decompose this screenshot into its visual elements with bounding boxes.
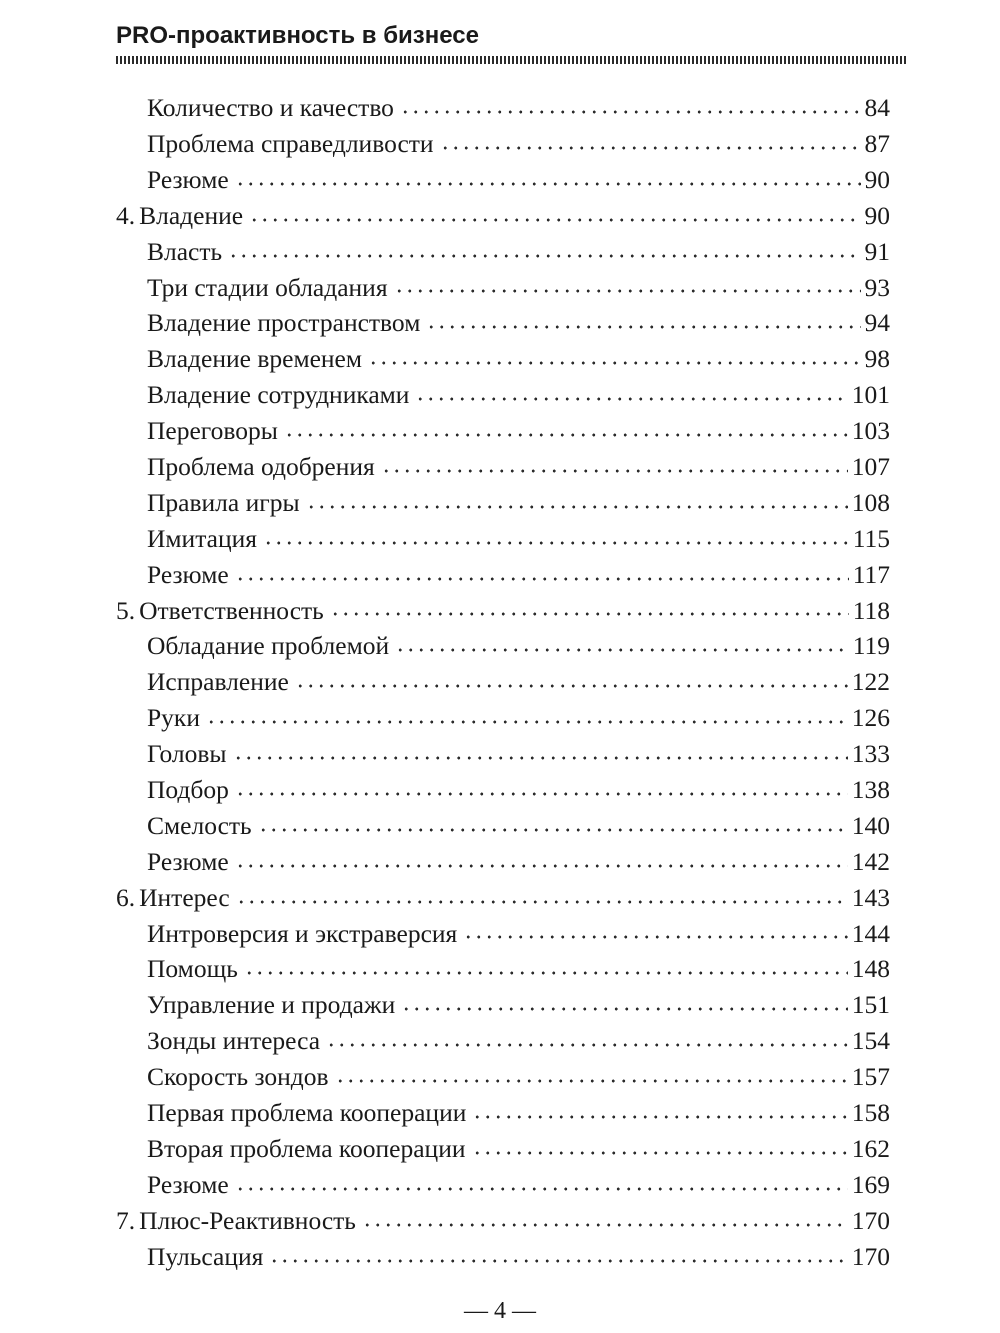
- toc-entry-page: 90: [864, 200, 890, 230]
- toc-entry-title: Пульсация: [147, 1241, 264, 1271]
- dot-leader: [233, 736, 848, 764]
- toc-section-entry: [0, 913, 890, 949]
- toc-entry-title: Имитация: [147, 523, 257, 553]
- dot-leader: [228, 234, 860, 262]
- toc-entry-title: Обладание проблемой: [147, 631, 390, 661]
- dot-leader: [235, 772, 848, 800]
- dot-leader: [235, 557, 849, 585]
- toc-entry-page: 103: [851, 416, 890, 446]
- toc-entry-title: Скорость зондов: [147, 1062, 329, 1092]
- toc-entry-title: Владение пространством: [147, 308, 421, 338]
- toc-section-entry: [0, 1165, 890, 1201]
- toc-entry-page: 148: [851, 954, 890, 984]
- dot-leader: [235, 1167, 848, 1195]
- chapter-number: 7.: [116, 1205, 136, 1235]
- toc-chapter-entry: [0, 196, 890, 232]
- toc-entry-page: 101: [851, 380, 890, 410]
- toc-entry-title: Первая проблема кооперации: [147, 1097, 467, 1127]
- toc-entry-title: Проблема одобрения: [147, 451, 375, 481]
- dot-leader: [263, 521, 849, 549]
- toc-entry-title: Количество и качество: [147, 93, 394, 123]
- toc-entry-title: Резюме: [147, 164, 229, 194]
- toc-entry-page: 138: [851, 774, 890, 804]
- toc-entry-page: 117: [852, 559, 890, 589]
- toc-entry-page: 107: [851, 451, 890, 481]
- toc-entry-title: Резюме: [147, 1169, 229, 1199]
- dot-leader: [306, 485, 848, 513]
- toc-entry-page: 142: [851, 846, 890, 876]
- toc-entry-title: Вторая проблема кооперации: [147, 1133, 466, 1163]
- chapter-number: 6.: [116, 882, 136, 912]
- toc-entry-title: Руки: [147, 703, 200, 733]
- toc-section-entry: [0, 303, 890, 339]
- toc-entry-title: Правила игры: [147, 487, 300, 517]
- dot-leader: [426, 305, 860, 333]
- toc-section-entry: [0, 662, 890, 698]
- toc-entry-title: Три стадии обладания: [147, 272, 388, 302]
- toc-section-entry: [0, 124, 890, 160]
- toc-section-entry: [0, 1237, 890, 1273]
- dot-leader: [206, 700, 848, 728]
- dot-leader: [395, 628, 849, 656]
- toc-entry-page: 91: [864, 236, 890, 266]
- dot-leader: [235, 162, 861, 190]
- toc-entry-page: 90: [864, 164, 890, 194]
- toc-section-entry: [0, 411, 890, 447]
- dot-leader: [258, 808, 848, 836]
- toc-entry-title: Интроверсия и экстраверсия: [147, 918, 458, 948]
- toc-entry-page: 169: [851, 1169, 890, 1199]
- toc-entry-page: 140: [851, 810, 890, 840]
- page-number: — 4 —: [464, 1298, 536, 1324]
- toc-section-entry: [0, 734, 890, 770]
- toc-entry-page: 170: [851, 1205, 890, 1235]
- dot-leader: [249, 198, 860, 226]
- dot-leader: [368, 341, 861, 369]
- toc-chapter-entry: [0, 878, 890, 914]
- dot-leader: [394, 269, 861, 297]
- toc-entry-page: 157: [851, 1062, 890, 1092]
- toc-entry-page: 133: [851, 739, 890, 769]
- toc-entry-page: 84: [864, 93, 890, 123]
- toc-section-entry: [0, 985, 890, 1021]
- chapter-number: 4.: [116, 200, 136, 230]
- toc-entry-title: Исправление: [147, 667, 289, 697]
- toc-entry-page: 93: [864, 272, 890, 302]
- dot-leader: [235, 844, 848, 872]
- toc-entry-title: Смелость: [147, 810, 252, 840]
- toc-entry-page: 122: [851, 667, 890, 697]
- toc-entry-title: Головы: [147, 739, 227, 769]
- table-of-contents: [0, 88, 1000, 1272]
- toc-section-entry: [0, 555, 890, 591]
- dot-leader: [244, 951, 848, 979]
- toc-entry-page: 94: [864, 308, 890, 338]
- toc-entry-page: 143: [851, 882, 890, 912]
- dot-leader: [326, 1023, 848, 1051]
- toc-entry-title: Владение: [139, 200, 244, 230]
- toc-entry-page: 144: [851, 918, 890, 948]
- dot-leader: [236, 880, 848, 908]
- dot-leader: [472, 1095, 847, 1123]
- toc-entry-page: 154: [851, 1026, 890, 1056]
- dot-leader: [401, 987, 847, 1015]
- toc-entry-title: Резюме: [147, 846, 229, 876]
- toc-section-entry: [0, 267, 890, 303]
- toc-entry-title: Плюс-Реактивность: [139, 1205, 356, 1235]
- dot-leader: [415, 377, 847, 405]
- toc-entry-page: 108: [851, 487, 890, 517]
- toc-section-entry: [0, 1129, 890, 1165]
- toc-section-entry: [0, 1021, 890, 1057]
- toc-entry-page: 115: [852, 523, 890, 553]
- dot-leader: [295, 664, 848, 692]
- toc-entry-page: 119: [852, 631, 890, 661]
- dot-leader: [440, 126, 861, 154]
- dot-leader: [330, 592, 849, 620]
- toc-entry-page: 162: [851, 1133, 890, 1163]
- dot-leader: [400, 90, 861, 118]
- chapter-number: 5.: [116, 595, 136, 625]
- toc-entry-title: Зонды интереса: [147, 1026, 321, 1056]
- dot-leader: [472, 1131, 848, 1159]
- toc-chapter-entry: [0, 1201, 890, 1237]
- toc-section-entry: [0, 339, 890, 375]
- toc-entry-title: Помощь: [147, 954, 238, 984]
- toc-section-entry: [0, 483, 890, 519]
- toc-section-entry: [0, 375, 890, 411]
- toc-section-entry: [0, 88, 890, 124]
- toc-entry-page: 170: [851, 1241, 890, 1271]
- toc-entry-title: Владение сотрудниками: [147, 380, 410, 410]
- dot-leader: [335, 1059, 848, 1087]
- toc-section-entry: [0, 842, 890, 878]
- toc-section-entry: [0, 949, 890, 985]
- toc-entry-page: 151: [851, 990, 890, 1020]
- toc-section-entry: [0, 232, 890, 268]
- toc-section-entry: [0, 447, 890, 483]
- toc-entry-title: Владение временем: [147, 344, 362, 374]
- header-rule: [116, 56, 906, 64]
- toc-entry-title: Власть: [147, 236, 223, 266]
- toc-entry-page: 126: [851, 703, 890, 733]
- toc-section-entry: [0, 806, 890, 842]
- toc-entry-title: Резюме: [147, 559, 229, 589]
- toc-section-entry: [0, 770, 890, 806]
- toc-section-entry: [0, 626, 890, 662]
- toc-entry-title: Подбор: [147, 774, 229, 804]
- toc-entry-title: Ответственность: [139, 595, 324, 625]
- dot-leader: [284, 413, 848, 441]
- toc-chapter-entry: [0, 590, 890, 626]
- dot-leader: [381, 449, 848, 477]
- toc-section-entry: [0, 698, 890, 734]
- toc-entry-title: Управление и продажи: [147, 990, 396, 1020]
- toc-section-entry: [0, 1093, 890, 1129]
- toc-section-entry: [0, 519, 890, 555]
- toc-entry-page: 118: [852, 595, 890, 625]
- toc-entry-title: Переговоры: [147, 416, 278, 446]
- dot-leader: [362, 1203, 848, 1231]
- toc-section-entry: [0, 160, 890, 196]
- toc-entry-title: Проблема справедливости: [147, 128, 434, 158]
- book-title: PRO-проактивность в бизнесе: [116, 22, 479, 49]
- toc-entry-page: 98: [864, 344, 890, 374]
- dot-leader: [463, 915, 847, 943]
- toc-entry-page: 87: [864, 128, 890, 158]
- toc-section-entry: [0, 1057, 890, 1093]
- dot-leader: [269, 1239, 847, 1267]
- toc-entry-title: Интерес: [139, 882, 230, 912]
- toc-entry-page: 158: [851, 1097, 890, 1127]
